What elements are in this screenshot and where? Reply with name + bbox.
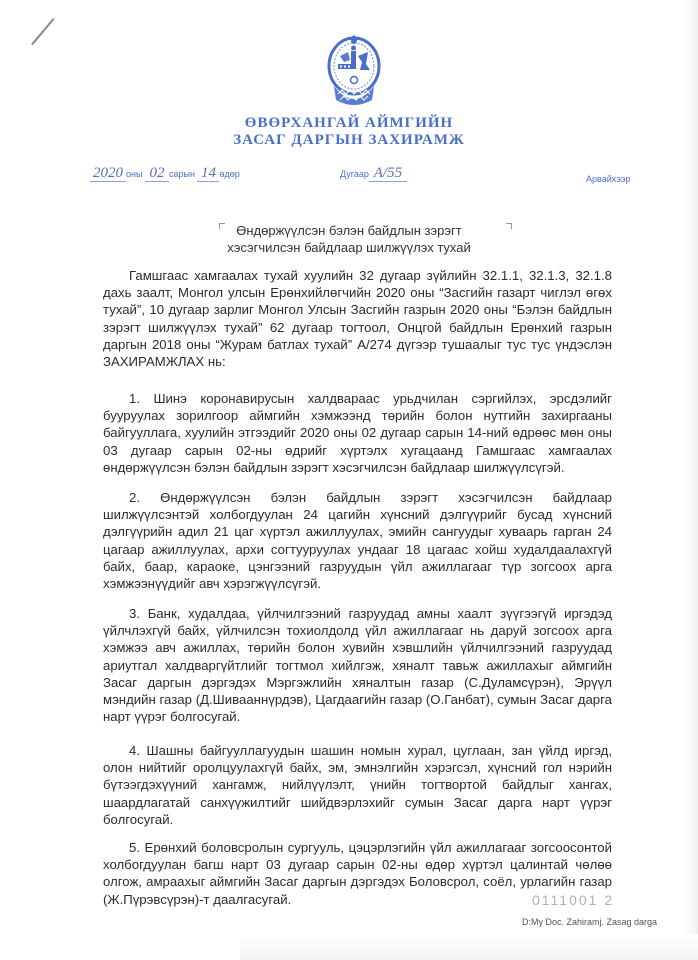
document-date xyxy=(90,166,240,182)
faint-stamp-number: 0111001 2 xyxy=(532,892,615,908)
date-year-label: оны xyxy=(126,169,143,179)
document-number xyxy=(340,166,407,182)
org-title-line1: ӨВӨРХАНГАЙ АЙМГИЙН xyxy=(244,115,454,131)
org-title-line2: ЗАСАГ ДАРГЫН ЗАХИРАМЖ xyxy=(233,132,465,148)
clause-2 xyxy=(103,489,612,592)
subject-line2: хэсэгчилсэн байдлаар шилжүүлэх тухай xyxy=(227,240,471,255)
document-meta-row xyxy=(0,164,698,188)
number-value: А/55 xyxy=(369,166,407,182)
document-subject xyxy=(0,222,698,256)
clause-1 xyxy=(103,390,612,476)
intro-paragraph xyxy=(103,267,612,370)
subject-line1: Өндөржүүлсэн бэлэн байдлын зэрэгт xyxy=(236,223,462,238)
footer-file-path: D:My Doc. Zahiramj. Zasag darga xyxy=(522,917,658,927)
clause-2-text: 2. Өндөржүүлсэн бэлэн байдлын зэрэгт хэсэгчилсэн байдлаар шилжүүлсэнтэй холбогдуулан 24 цагийн хүнсний дэлгүүрийг бусад хүнсний дэлгүүрийн адил 21 цаг хүртэл ажиллуулах, эмийн сангуудыг хуваарь гарган 24 цагаар ажиллуулах, архи согтууруулах ундааг 18 цагаас хойш худалдаалахгүй байх, баар, караоке, цэнгээний газруудын үйл ажиллагааг түр зогсоох арга хэмжээнүүдийг авч хэрэгжүүлсүгэй. xyxy=(103,490,612,592)
number-label: Дугаар xyxy=(340,169,369,179)
clause-4 xyxy=(103,742,612,828)
pen-mark xyxy=(31,18,54,45)
date-month: 02 xyxy=(145,166,169,182)
mongolia-state-emblem-icon xyxy=(326,34,382,110)
clause-4-text: 4. Шашны байгууллагуудын шашин номын хурал, цуглаан, зан үйлд иргэд, олон нийтийг оролцуулахгүй байх, эм, эмнэлгийн хэрэгсэл, хүнсний гол нэрийн бүтээгдэхүүний хангамж, нийлүүлэлт, үнийн тогтвортой байдлыг хангах, шаардлагатай санхүүжилтийг шийдвэрлэхийг сумын Засаг дарга нарт үүрэг болгосугай. xyxy=(103,743,612,827)
clause-5-text: 5. Ерөнхий боловсролын сургууль, цэцэрлэгийн үйл ажиллагааг зогсоосонтой холбогдуулан багш нарт 03 дугаар сарын 02-ны өдөр хүртэл цалинтай чөлөө олгож, амраахыг аймгийн Засаг даргын дэргэдэх Боловсрол, соёл, урлагийн газар (Ж.Пүрэвсүрэн)-т даалгасугай. xyxy=(103,840,612,907)
clause-3-text: 3. Банк, худалдаа, үйлчилгээний газруудад амны хаалт зүүгээгүй иргэдэд үйлчлэхгүй байх, үйлчилсэн тохиолдолд үйл ажиллагааг нь даруй зогсоох арга хэмжээ авч ажиллах, төрийн болон хувийн хэвшлийн үйлчилгээний газруудад ариутгал халдваргүйтлийг тогтмол хийлгэж, хяналт тавьж ажиллахыг аймгийн Засаг даргын дэргэдэх Мэргэжлийн хяналтын газар (С.Дуламсүрэн), Эрүүл мэндийн газар (Д.Шивааннүрдэв), Цагдаагийн газар (О.Ганбат), сумын Засаг дарга нарт үүрэг болгосугай. xyxy=(103,606,612,725)
intro-text: Гамшгаас хамгаалах тухай хуулийн 32 дугаар зүйлийн 32.1.1, 32.1.3, 32.1.8 дахь заалт, Монгол улсын Ерөнхийлөгчийн 2020 оны “Засгийн газарт чиглэл өгөх тухай”, 10 дугаар зарлиг Монгол Улсын Засгийн газрын 2020 оны “Бэлэн байдлын зэрэгт шилжүүлэх тухай” 62 дугаар тогтоол, Онцгой байдлын Ерөнхий газрын даргын 2018 оны “Журам батлах тухай” А/274 дүгээр тушаалыг тус тус үндэслэн ЗАХИРАМЖЛАХ нь: xyxy=(103,268,612,370)
date-day-label: өдөр xyxy=(219,169,240,179)
date-month-label: сарын xyxy=(168,169,195,179)
clause-1-text: 1. Шинэ коронавирусын халдвараас урьдчилан сэргийлэх, эрсдэлийг бууруулах зорилгоор аймгийн хэмжээнд төрийн болон нутгийн захиргааны байгууллага, хуулийн этгээдийг 2020 оны 02 дугаар сарын 14-ний өдрөөс мөн оны 03 дугаар сарын 02-ны өдрийг хүртэлх хугацаанд Гамшгаас хамгаалах өндөржүүлсэн бэлэн байдлын зэрэгт хэсэгчилсэн байдлаар шилжүүлсүгэй. xyxy=(103,391,612,475)
document-place: Арвайхээр xyxy=(586,174,631,184)
date-year: 2020 xyxy=(90,166,126,182)
page-bottom-shadow xyxy=(240,934,698,960)
clause-3 xyxy=(103,605,612,725)
date-day: 14 xyxy=(197,166,219,182)
